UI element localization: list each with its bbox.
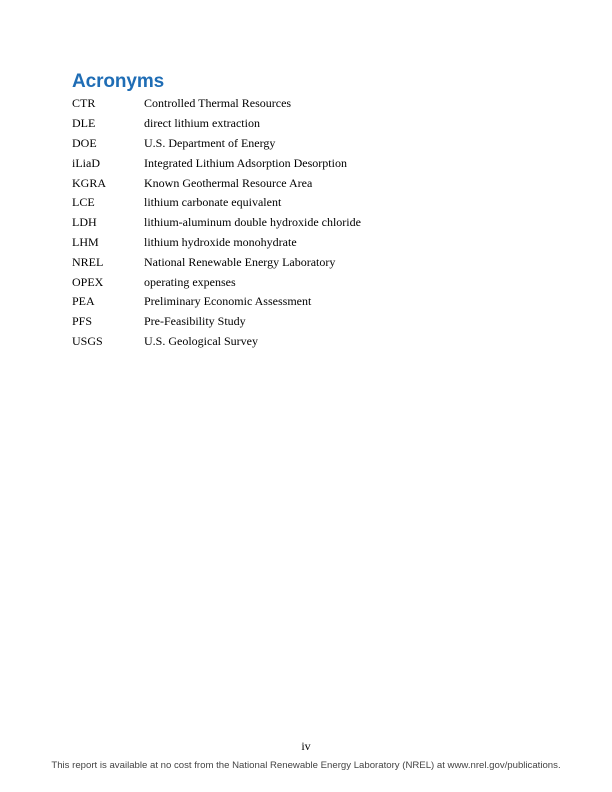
acronym-term: USGS [72,333,103,348]
acronym-definition: National Renewable Energy Laboratory [144,254,336,269]
acronym-term: LDH [72,215,97,230]
acronym-row [72,332,361,352]
acronym-row [72,193,361,213]
acronym-definition: Integrated Lithium Adsorption Desorption [144,155,347,170]
acronym-row [72,114,361,134]
acronym-definition: Preliminary Economic Assessment [144,294,312,309]
acronym-term: iLiaD [72,155,100,170]
acronym-definition: lithium carbonate equivalent [144,195,282,210]
acronym-definition: lithium hydroxide monohydrate [144,234,297,249]
acronym-term: OPEX [72,274,104,289]
acronym-term: CTR [72,96,96,111]
acronym-definition: U.S. Geological Survey [144,333,258,348]
acronym-term: LCE [72,195,95,210]
acronym-definition: Known Geothermal Resource Area [144,175,313,190]
acronym-term: PFS [72,314,93,329]
acronym-definition: operating expenses [144,274,236,289]
section-heading: Acronyms [72,71,165,92]
acronym-term: LHM [72,234,99,249]
acronym-definition: Controlled Thermal Resources [144,96,292,111]
page-number: iv [301,739,311,753]
acronym-term: PEA [72,294,95,309]
acronym-definition: direct lithium extraction [144,116,260,131]
acronym-row [72,292,361,312]
availability-footer: This report is available at no cost from the National Renewable Energy Laboratory (NREL) at www.nrel.gov/publications. [51,760,561,771]
acronym-row [72,233,361,253]
acronym-term: KGRA [72,175,107,190]
acronym-definition: Pre-Feasibility Study [144,314,246,329]
acronym-row [72,213,361,233]
acronym-row [72,272,361,292]
acronym-term: DLE [72,116,96,131]
acronym-row [72,153,361,173]
acronym-definition: U.S. Department of Energy [144,135,276,150]
acronym-row [72,312,361,332]
acronym-term: NREL [72,254,104,269]
acronym-term: DOE [72,135,97,150]
acronym-definition: lithium-aluminum double hydroxide chloride [144,215,361,230]
acronym-row [72,173,361,193]
acronym-row [72,134,361,154]
acronym-list [72,94,361,351]
acronym-row [72,252,361,272]
acronym-row [72,94,361,114]
